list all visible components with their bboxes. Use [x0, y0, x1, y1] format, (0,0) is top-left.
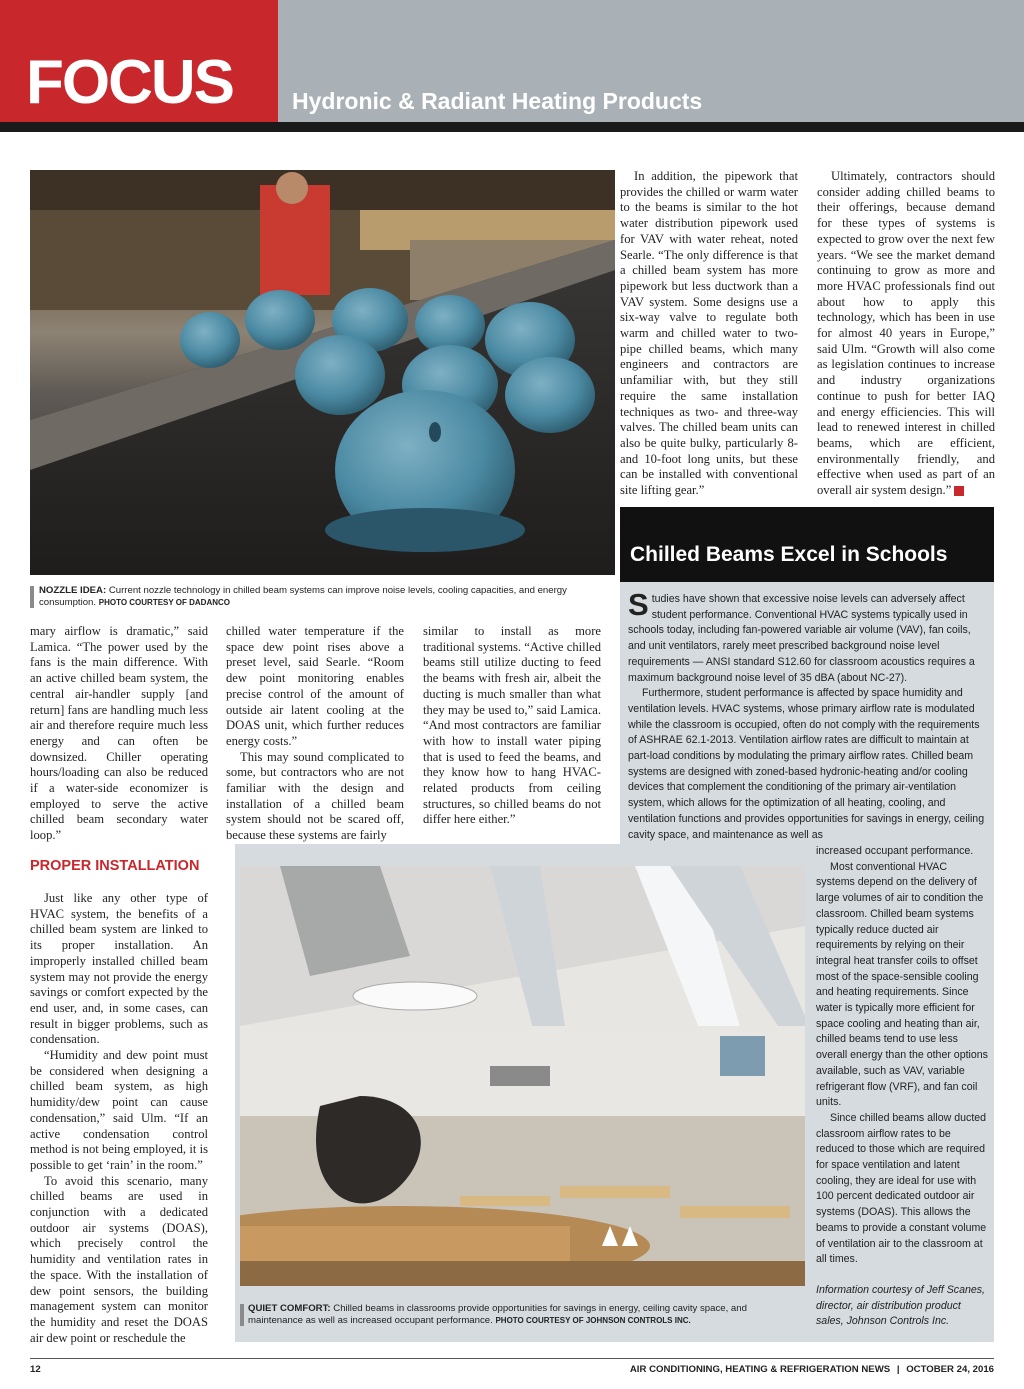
footer-publication	[630, 1364, 994, 1375]
paragraph: mary airflow is dramatic,” said Lamica. “The power used by the fans is the main difference. With an active chilled beam system, the central air-handler supply [and return] fans are handling much less air and therefore require much less energy and can often be downsized. Chiller operating hours/loading can also be reduced if a water-side economizer is employed to serve the active chilled beam secondary water loop.”	[30, 624, 208, 843]
paragraph: Just like any other type of HVAC system, the benefits of a chilled beam system are linked to its proper installation. An improperly installed chilled beam system may not provide the energy savings or comfort expected by the end user, and, in some cases, can result in bigger problems, such as condensation.	[30, 891, 208, 1047]
caption-label: NOZZLE IDEA:	[39, 585, 107, 596]
caption-bar	[30, 586, 34, 608]
nozzle-photo	[30, 170, 615, 575]
section-subtitle: Hydronic & Radiant Heating Products	[292, 88, 703, 114]
photo-credit: PHOTO COURTESY OF JOHNSON CONTROLS INC.	[495, 1316, 691, 1325]
sidebar-text-top	[628, 587, 986, 843]
nozzle-illustration	[30, 170, 615, 575]
paragraph: chilled water temperature if the space dew point rises above a preset level, said Searle. “Room dew point monitoring enables precise control of the amount of outside air latent cooling at the DOAS unit, which further reduces energy costs.”	[226, 624, 404, 748]
paragraph: This may sound complicated to some, but contractors who are not familiar with the design and installation of a chilled beam system should not be scared off, because these systems are fairly	[226, 749, 404, 843]
article-column-5	[817, 169, 995, 499]
header-rule	[0, 122, 1024, 132]
issue-date: OCTOBER 24, 2016	[906, 1364, 994, 1375]
paragraph: similar to install as more traditional systems. “Active chilled beams still utilize ducting to feed the beams with fresh air, albeit the ducting is much smaller than what they may be used to,” said Lamica. “And most contractors are familiar with how to install water piping that is used to feed the beams, and they know how to hang HVAC-related products from ceiling structures, so chilled beams do not differ here either.”	[423, 624, 601, 827]
paragraph: Most conventional HVAC systems depend on the delivery of large volumes of air to condition the classroom. Chilled beam systems typically reduce ducted air requirements by relying on their integral heat transfer coils to offset most of the space-sensible cooling and heating requirements. Since water is typically more efficient for space cooling and heating than air, chilled beams tend to use less overall energy than the other options available, such as VAV, variable refrigerant flow (VRF), and fan coil units.	[816, 860, 988, 1109]
paragraph-text: tudies have shown that excessive noise levels can adversely affect student performance. Conventional HVAC systems typically used in schools today, including fan-powered variable air volume (VAV), fan coils, and unit ventilators, rarely meet prescribed background noise level requirements — ANSI standard S12.60 for classroom acoustics requires a maximum background noise level of 35 dBA (about NC-27).	[628, 593, 975, 684]
subhead: PROPER INSTALLATION	[30, 858, 200, 874]
sidebar-title: Chilled Beams Excel in Schools	[630, 543, 948, 566]
article-column-1-continued	[30, 891, 208, 1346]
section-title: FOCUS	[26, 48, 233, 117]
article-column-1	[30, 624, 208, 844]
caption-label: QUIET COMFORT:	[248, 1303, 331, 1314]
caption-text: Chilled beams in classrooms provide opportunities for savings in energy, ceiling cavity space, and maintenance as well as increased occupant performance.	[248, 1303, 747, 1326]
paragraph: increased occupant performance.	[816, 845, 974, 857]
photo-credit: PHOTO COURTESY OF DADANCO	[98, 598, 231, 607]
paragraph-text: Ultimately, contractors should consider adding chilled beams to their offerings, because demand for these types of systems is expected to grow over the next few years. “We see the market demand continuing to grow as more and more HVAC professionals find out about how to apply this technology, which has been in use for almost 40 years in Europe,” said Ulm. “Growth will also come as legislation continues to increase and industry organizations continue to push for better IAQ and energy efficiencies. This will lead to renewed interest in chilled beams, which are efficient, environmentally friendly, and effective when used as part of an overall air system design.”	[817, 169, 995, 498]
article-column-3	[423, 624, 601, 828]
publication-name: AIR CONDITIONING, HEATING & REFRIGERATION NEWS	[629, 1364, 891, 1375]
end-mark: N	[954, 486, 964, 496]
caption-text: Current nozzle technology in chilled beam systems can improve noise levels, cooling capacities, and energy consumption.	[39, 585, 567, 608]
paragraph	[628, 587, 986, 686]
paragraph: “Humidity and dew point must be considered when designing a chilled beam system, as high humidity/dew point can cause condensation,” said Ulm. “If an active condensation control method is not being employed, it is possible to get ‘rain’ in the room.”	[30, 1048, 208, 1172]
paragraph: Furthermore, student performance is affected by space humidity and ventilation levels. HVAC systems, whose primary airflow rate is modulated while the classroom is occupied, often do not comply with the requirements of ASHRAE 62.1-2013. Ventilation airflow rates are difficult to maintain at part-load conditions by modulating the primary airflow rates. Chilled beam systems are designed with zoned-based hydronic-heating and/or cooling devices that complement the conditioning of the primary air-ventilation system, which allows for the optimization of all heating, cooling, and ventilation functions and provides opportunities for savings in energy, ceiling cavity space, and maintenance as well as	[628, 687, 985, 841]
paragraph	[817, 169, 995, 499]
footer-rule	[30, 1358, 994, 1359]
page-number: 12	[30, 1364, 41, 1375]
article-column-2	[226, 624, 404, 844]
footer-separator: |	[896, 1364, 900, 1375]
photo2-caption	[248, 1303, 798, 1327]
sidebar-text-right	[816, 844, 988, 1330]
article-column-4	[620, 169, 798, 499]
classroom-illustration	[240, 866, 805, 1286]
paragraph: Since chilled beams allow ducted classroom airflow rates to be reduced to those which are required for space ventilation and latent cooling, they are ideal for use with 100 percent dedicated outdoor air systems (DOAS). This allows the beams to provide a constant volume of ventilation air to the classroom at all times.	[816, 1111, 987, 1266]
paragraph: To avoid this scenario, many chilled beams are used in conjunction with a dedicated outdoor air systems (DOAS), which precisely control the humidity and ventilation rates in the space. With the installation of dew point sensors, the building management system can monitor the humidity and reset the DOAS air dew point or reschedule the	[30, 1173, 208, 1345]
photo1-caption	[39, 585, 599, 609]
sidebar-credit: Information courtesy of Jeff Scanes, director, air distribution product sales, Johnson Controls Inc.	[816, 1283, 985, 1328]
caption-bar	[240, 1304, 244, 1326]
classroom-photo	[240, 866, 805, 1286]
drop-cap: S	[628, 587, 649, 622]
paragraph: In addition, the pipework that provides the chilled or warm water to the beams is similar to the hot water distribution pipework used for VAV with water reheat, noted Searle. “The only difference is that a chilled beam system has more pipework but less ductwork than a VAV system. Some designs use a six-way valve to regulate both warm and chilled water to two-pipe chilled beams, which many engineers and contractors are unfamiliar with, but they still require the same installation techniques as two- and three-way valves. The chilled beam units can also be quite bulky, particularly 8- and 10-foot long units, but these can be installed with conventional site lifting gear.”	[620, 169, 798, 498]
